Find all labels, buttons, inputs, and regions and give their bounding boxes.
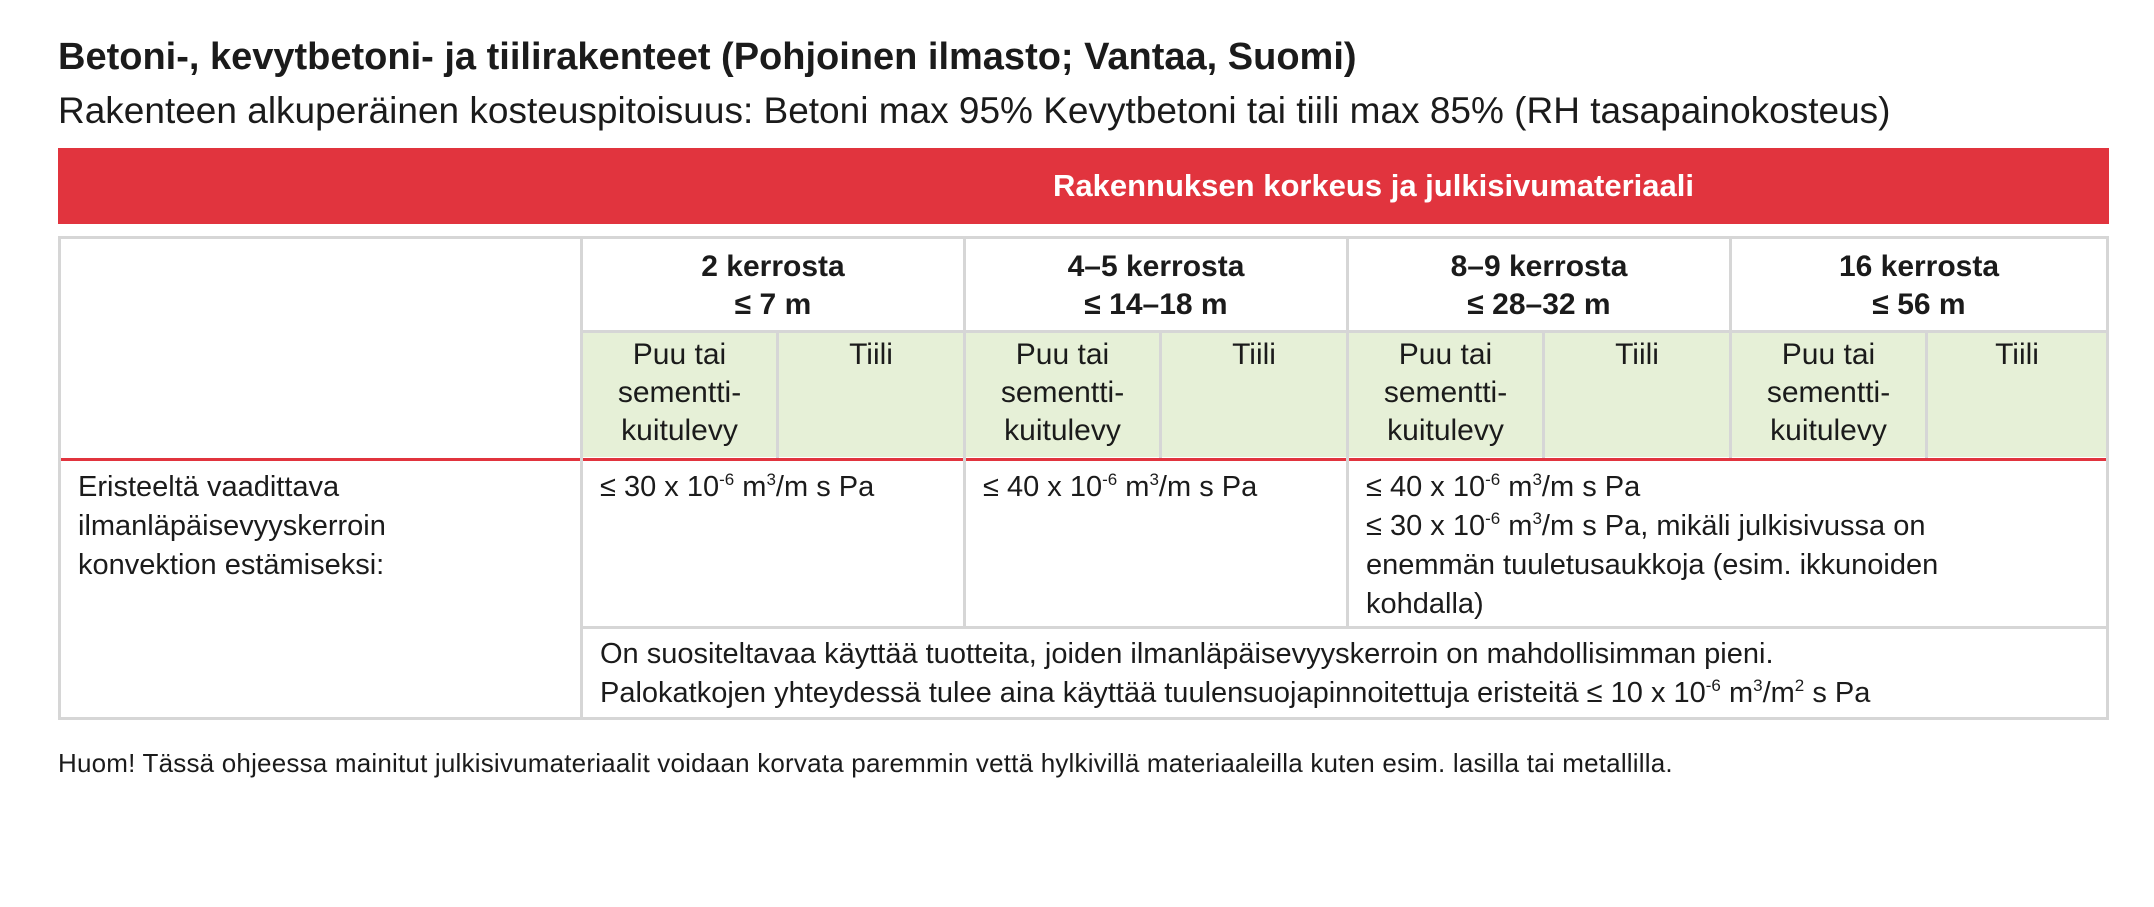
column-header-floors: 16 kerrosta xyxy=(1838,250,2000,283)
column-header-height: ≤ 14–18 m xyxy=(1084,288,1228,321)
table-banner xyxy=(58,148,2109,224)
column-header-height: ≤ 28–32 m xyxy=(1467,288,1611,321)
column-header-floors: 2 kerrosta xyxy=(701,250,845,283)
column-header-8-9-floors xyxy=(1349,239,1729,330)
material-label: kuitulevy xyxy=(1004,414,1121,447)
material-brick xyxy=(1545,333,1729,457)
header-separator xyxy=(61,458,2106,461)
material-label: sementti- xyxy=(1766,376,1891,409)
banner-title: Rakennuksen korkeus ja julkisivumateriaali xyxy=(1053,168,1694,203)
column-header-floors: 4–5 kerrosta xyxy=(1067,250,1245,283)
grid-line xyxy=(580,626,2106,629)
material-label: sementti- xyxy=(1383,376,1508,409)
material-label: Puu tai xyxy=(1781,338,1876,371)
row-label-line: Eristeeltä vaadittava xyxy=(78,471,340,503)
column-header-height: ≤ 7 m xyxy=(734,288,812,321)
material-label: sementti- xyxy=(617,376,742,409)
value-text: ≤ 40 x $10^{-6}$ $m^3/m$ s Pa xyxy=(1366,470,1641,503)
grid-line xyxy=(580,330,2106,333)
column-header-2-floors xyxy=(583,239,963,330)
material-label: kuitulevy xyxy=(1387,414,1504,447)
grid-line xyxy=(1729,239,1732,458)
grid-line xyxy=(580,239,583,717)
material-label: Tiili xyxy=(849,338,893,371)
page-title: Betoni-, kevytbetoni- ja tiilirakenteet (Pohjoinen ilmasto; Vantaa, Suomi) xyxy=(58,36,1357,78)
row-label-line: ilmanläpäisevyyskerroin xyxy=(78,510,386,542)
recommendation-line: Palokatkojen yhteydessä tulee aina käyttää tuulensuojapinnoitettuja eristeitä ≤ 10 x $10^{-6}$ $m^3/m^2$ s Pa xyxy=(600,676,1871,709)
recommendation xyxy=(583,631,2106,717)
page-subtitle: Rakenteen alkuperäinen kosteuspitoisuus: Betoni max 95% Kevytbetoni tai tiili max 85% (RH tasapainokosteus) xyxy=(58,90,1891,131)
grid-line xyxy=(1925,330,1928,458)
column-header-floors: 8–9 kerrosta xyxy=(1450,250,1628,283)
material-label: Tiili xyxy=(1232,338,1276,371)
grid-line xyxy=(963,239,966,628)
material-label: Tiili xyxy=(1615,338,1659,371)
material-label: kuitulevy xyxy=(1770,414,1887,447)
material-brick xyxy=(779,333,963,457)
row-label xyxy=(61,464,581,714)
value-text: enemmän tuuletusaukkoja (esim. ikkunoiden xyxy=(1366,549,1939,581)
grid-line xyxy=(1346,239,1349,628)
material-wood-cement-board xyxy=(1349,333,1542,457)
grid-line xyxy=(1542,330,1545,458)
material-label: sementti- xyxy=(1000,376,1125,409)
value-text: kohdalla) xyxy=(1366,588,1484,620)
column-header-4-5-floors xyxy=(966,239,1346,330)
material-label: Puu tai xyxy=(632,338,727,371)
value-2-floors xyxy=(583,464,963,624)
footnote: Huom! Tässä ohjeessa mainitut julkisivumateriaalit voidaan korvata paremmin vettä hylkivillä materiaaleilla kuten esim. lasilla tai metallilla. xyxy=(58,748,1673,778)
value-text: ≤ 40 x $10^{-6}$ $m^3/m$ s Pa xyxy=(983,470,1258,503)
material-wood-cement-board xyxy=(966,333,1159,457)
grid-line xyxy=(776,330,779,458)
material-brick xyxy=(1928,333,2106,457)
requirements-table xyxy=(58,236,2109,720)
grid-line xyxy=(1159,330,1162,458)
value-text: ≤ 30 x $10^{-6}$ $m^3/m$ s Pa xyxy=(600,470,875,503)
value-4-5-floors xyxy=(966,464,1346,624)
recommendation-line: On suositeltavaa käyttää tuotteita, joiden ilmanläpäisevyyskerroin on mahdollisimman pieni. xyxy=(600,638,1774,670)
material-label: Puu tai xyxy=(1015,338,1110,371)
row-label-line: konvektion estämiseksi: xyxy=(78,549,385,581)
material-wood-cement-board xyxy=(1732,333,1925,457)
material-wood-cement-board xyxy=(583,333,776,457)
value-text: ≤ 30 x $10^{-6}$ $m^3/m$ s Pa, mikäli julkisivussa on xyxy=(1366,509,1926,542)
material-label: Tiili xyxy=(1995,338,2039,371)
column-header-height: ≤ 56 m xyxy=(1872,288,1966,321)
material-brick xyxy=(1162,333,1346,457)
material-label: kuitulevy xyxy=(621,414,738,447)
material-label: Puu tai xyxy=(1398,338,1493,371)
column-header-16-floors xyxy=(1732,239,2106,330)
value-8-16-floors xyxy=(1349,464,2106,624)
